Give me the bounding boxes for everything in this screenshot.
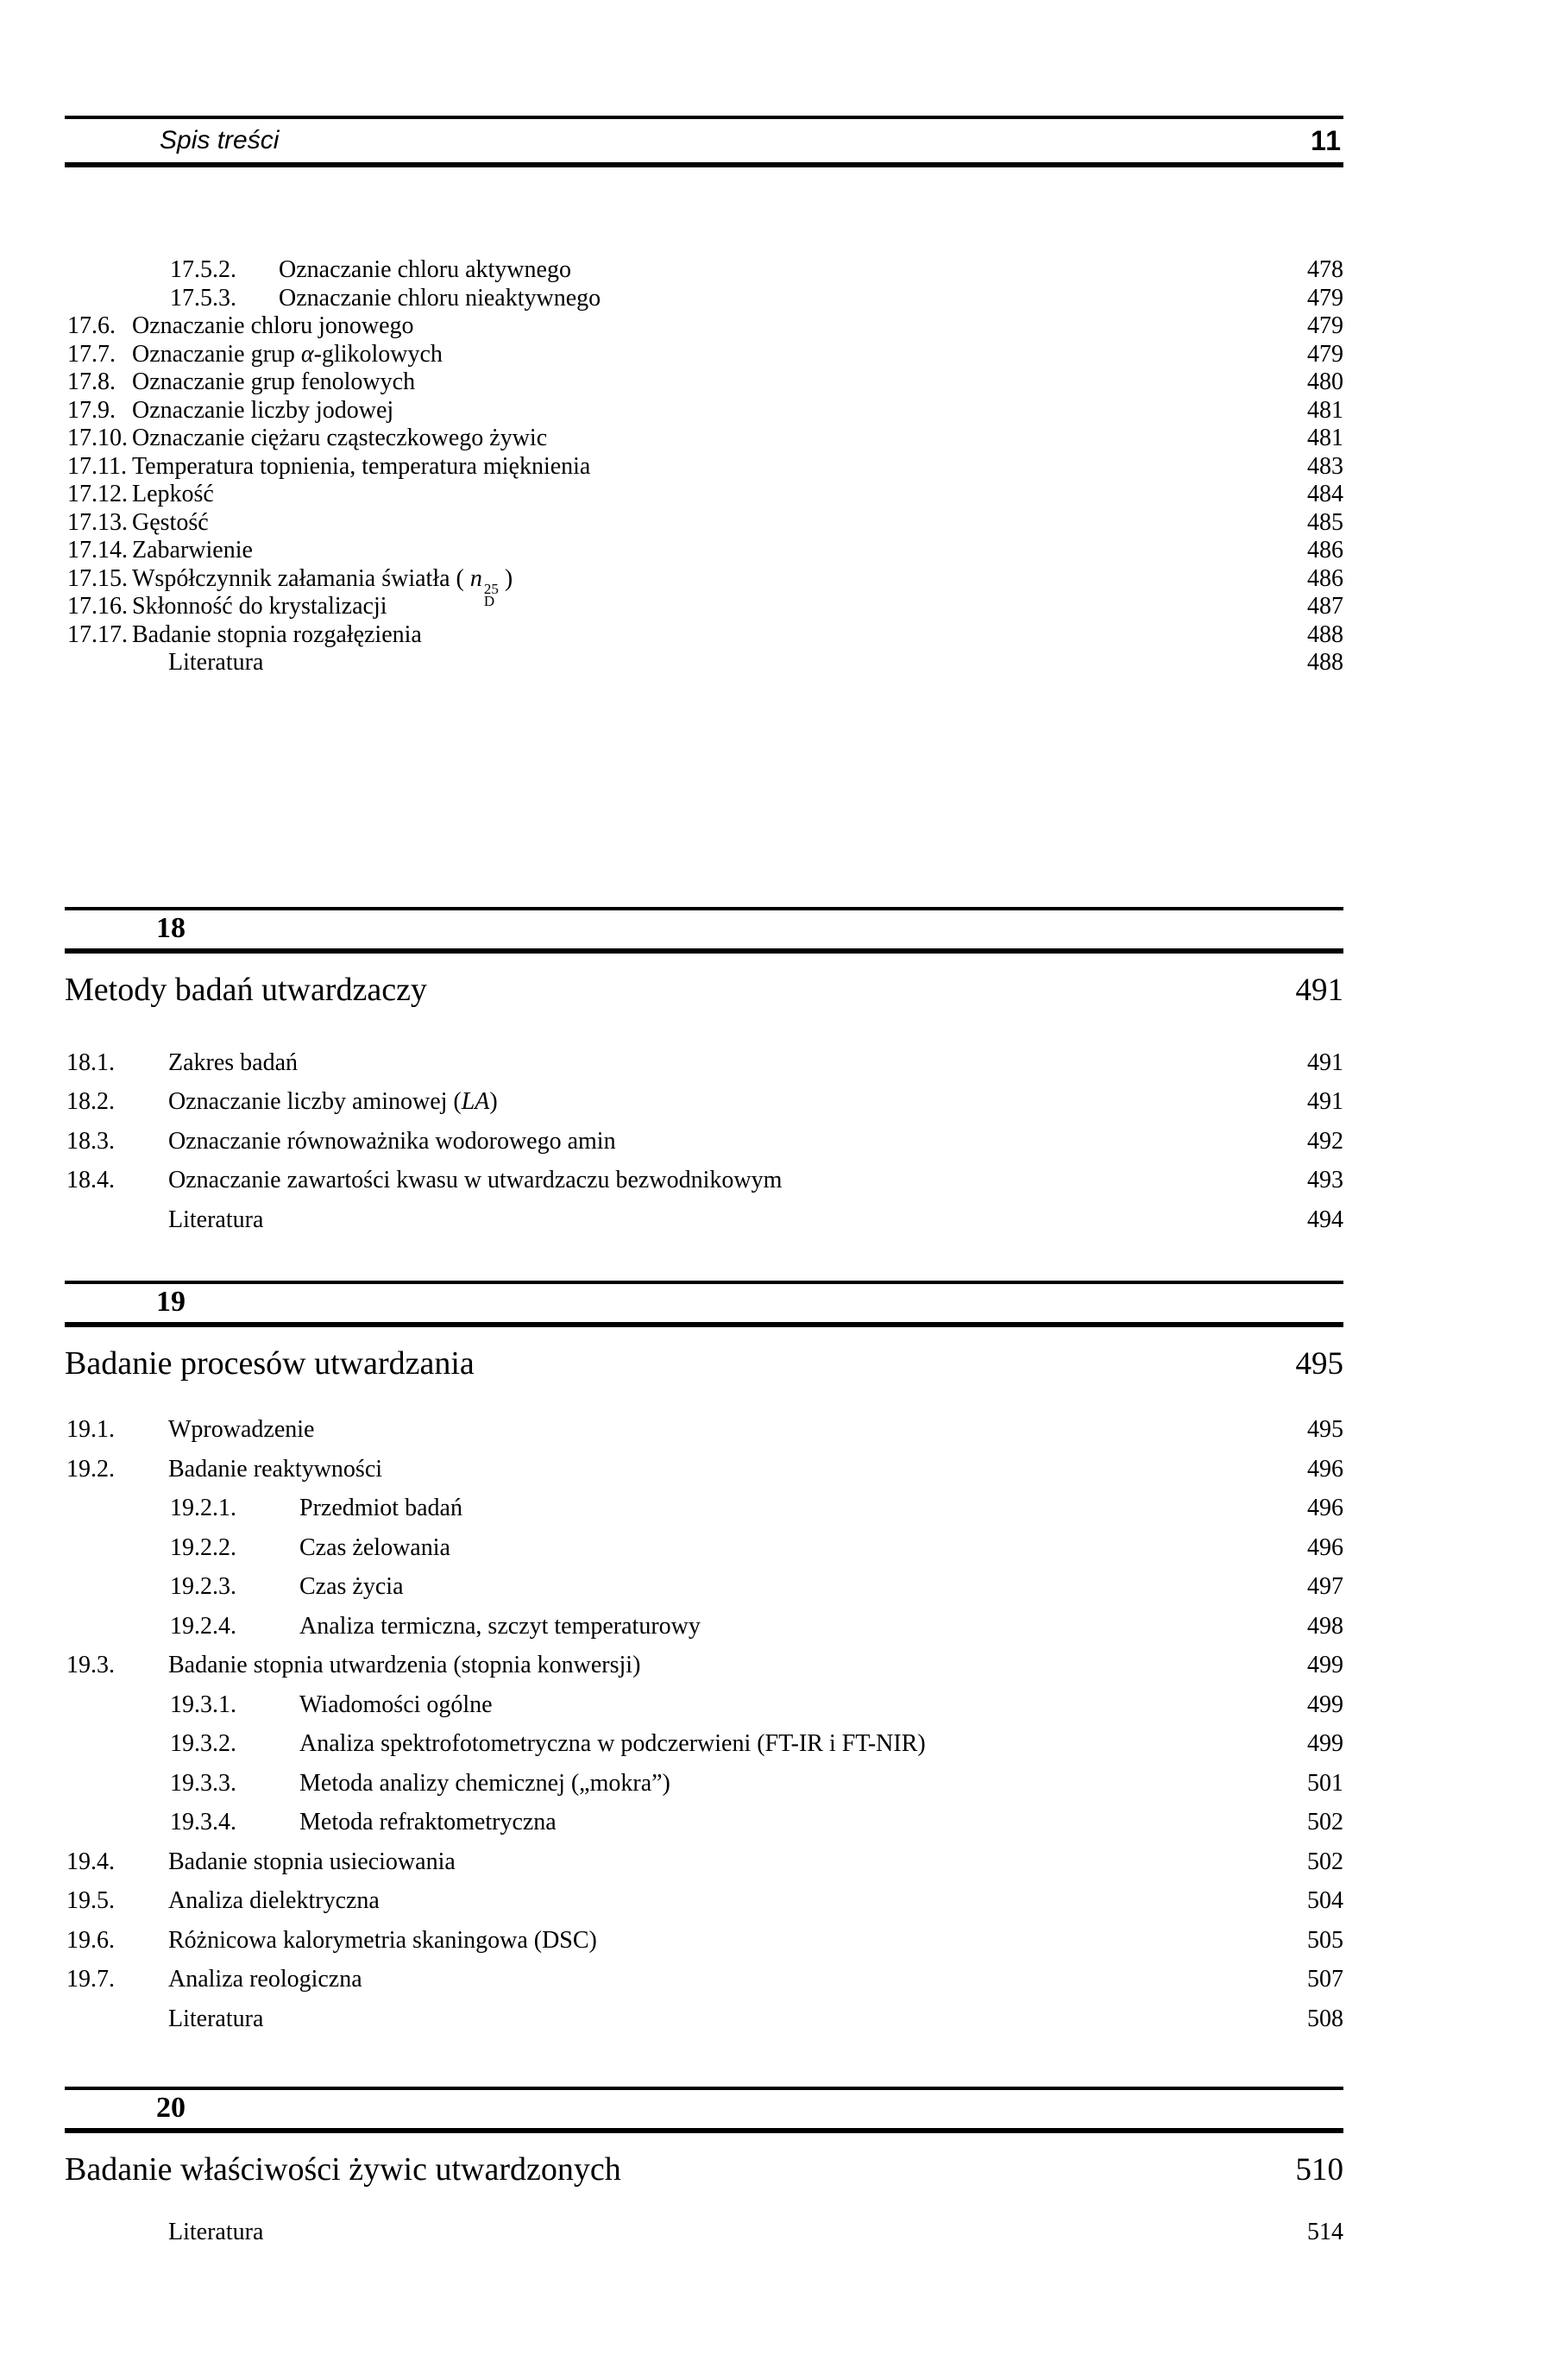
toc-entry-title: Zabarwienie xyxy=(132,537,253,564)
toc-entry-page: 497 xyxy=(1307,1573,1343,1600)
toc-entry-page: 479 xyxy=(1307,284,1343,312)
toc-row xyxy=(65,1410,1343,1450)
toc-entry-number: 17.15. xyxy=(67,564,128,592)
chapter-title-row xyxy=(65,971,1343,1009)
toc-entry-title: Oznaczanie chloru nieaktywnego xyxy=(279,284,601,312)
toc-entry-number: 19.3.1. xyxy=(170,1691,236,1718)
toc-entry-number: 17.13. xyxy=(67,508,128,536)
toc-entry-page: 493 xyxy=(1307,1167,1343,1193)
toc-row xyxy=(65,1043,1343,1083)
toc-entry-title: Literatura xyxy=(168,2005,264,2032)
toc-entry-page: 504 xyxy=(1307,1887,1343,1914)
toc-entry-page: 494 xyxy=(1307,1206,1343,1233)
toc-entry-page: 479 xyxy=(1307,340,1343,368)
toc-entry-page: 498 xyxy=(1307,1612,1343,1640)
toc-row xyxy=(65,256,1343,285)
running-head-title: Spis treści xyxy=(160,126,280,154)
toc-entry-number: 19.2.4. xyxy=(170,1612,236,1640)
toc-entry-number: 17.12. xyxy=(67,481,128,507)
toc-entry-page: 499 xyxy=(1307,1652,1343,1678)
toc-entry-number: 19.7. xyxy=(66,1966,115,1993)
chapter-page-number: 491 xyxy=(1295,972,1343,1008)
chapter-page-number: 495 xyxy=(1295,1346,1343,1382)
toc-entry-number: 19.4. xyxy=(66,1848,115,1875)
chapter-number: 18 xyxy=(156,911,186,944)
toc-entry-title: Temperatura topnienia, temperatura mięknienia xyxy=(132,452,591,480)
toc-entry-page: 479 xyxy=(1307,312,1343,339)
toc-row xyxy=(65,1200,1343,1240)
toc-entry-page: 502 xyxy=(1307,1848,1343,1875)
chapter-number: 20 xyxy=(156,2092,186,2124)
toc-entry-title: Literatura xyxy=(168,1206,264,1233)
toc-entry-page: 502 xyxy=(1307,1809,1343,1835)
toc-row xyxy=(65,1842,1343,1882)
chapter-number: 19 xyxy=(156,1286,186,1318)
toc-entry-number: 17.5.2. xyxy=(170,256,236,283)
toc-row xyxy=(65,1122,1343,1162)
toc-entry-number: 18.1. xyxy=(66,1048,115,1076)
toc-entry-page: 481 xyxy=(1307,396,1343,424)
toc-entry-page: 492 xyxy=(1307,1127,1343,1155)
toc-title-fragment: Oznaczanie liczby aminowej ( xyxy=(168,1088,462,1115)
toc-entry-page: 483 xyxy=(1307,452,1343,480)
toc-entry-title: Analiza dielektryczna xyxy=(168,1887,380,1914)
superscript: 25 xyxy=(483,580,499,597)
toc-entry-page: 514 xyxy=(1307,2219,1343,2245)
toc-title-fragment: n xyxy=(469,564,482,592)
toc-entry-number: 17.7. xyxy=(67,340,116,368)
toc-row xyxy=(65,2213,1343,2252)
toc-entry-number: 19.3. xyxy=(66,1652,115,1678)
chapter-heading xyxy=(65,907,1343,1009)
toc-row xyxy=(65,1161,1343,1200)
toc-entry-page: 499 xyxy=(1307,1691,1343,1718)
running-head-page-number: 11 xyxy=(1311,124,1342,156)
toc-row xyxy=(65,453,1343,482)
toc-entry-page: 491 xyxy=(1307,1048,1343,1076)
toc-row xyxy=(65,621,1343,650)
toc-entry-number: 17.6. xyxy=(67,312,116,339)
toc-entry-title: Skłonność do krystalizacji xyxy=(132,593,387,620)
toc-entry-title: Badanie stopnia usieciowania xyxy=(168,1848,456,1875)
toc-row xyxy=(65,1082,1343,1122)
toc-entry-number: 17.5.3. xyxy=(170,284,236,312)
toc-entry-title: Metoda analizy chemicznej („mokra”) xyxy=(299,1769,670,1797)
toc-entry-number: 17.17. xyxy=(67,620,128,648)
toc-entry-number: 19.3.4. xyxy=(170,1809,236,1835)
toc-entry-page: 491 xyxy=(1307,1088,1343,1115)
toc-entry-title: Przedmiot badań xyxy=(299,1495,462,1521)
toc-entry-page: 487 xyxy=(1307,593,1343,620)
toc-entry-title: Gęstość xyxy=(132,508,209,536)
toc-entry-number: 19.2.2. xyxy=(170,1533,236,1561)
toc-row xyxy=(65,1646,1343,1685)
toc-entry-page: 495 xyxy=(1307,1416,1343,1443)
toc-entry-title: Analiza termiczna, szczyt temperaturowy xyxy=(299,1612,701,1640)
toc-entry-title: Oznaczanie chloru aktywnego xyxy=(279,256,571,283)
toc-title-fragment: α xyxy=(300,340,314,368)
toc-entry-title xyxy=(168,1082,1249,1122)
toc-entry-title: Oznaczanie zawartości kwasu w utwardzaczu bezwodnikowym xyxy=(168,1167,783,1193)
toc-entry-number: 18.2. xyxy=(66,1088,115,1115)
toc-entry-number: 18.3. xyxy=(66,1127,115,1155)
toc-entry-page: 501 xyxy=(1307,1769,1343,1797)
toc-row xyxy=(65,537,1343,565)
toc-entry-number: 17.9. xyxy=(67,396,116,424)
toc-entry-number: 19.5. xyxy=(66,1887,115,1914)
toc-entry-number: 19.2.1. xyxy=(170,1495,236,1521)
toc-entry-title: Zakres badań xyxy=(168,1048,299,1076)
chapter-page-number: 510 xyxy=(1295,2152,1343,2188)
toc-row xyxy=(65,1724,1343,1764)
toc-row xyxy=(65,312,1343,341)
table-of-contents xyxy=(65,256,1343,2252)
toc-entry-number: 18.4. xyxy=(66,1167,115,1193)
toc-entry-page: 507 xyxy=(1307,1966,1343,1993)
toc-row xyxy=(65,341,1343,369)
chapter-title: Badanie procesów utwardzania xyxy=(65,1345,475,1382)
toc-entry-title: Oznaczanie równoważnika wodorowego amin xyxy=(168,1127,616,1155)
toc-entry-number: 17.16. xyxy=(67,593,128,620)
toc-entry-page: 480 xyxy=(1307,368,1343,395)
toc-entry-title: Badanie reaktywności xyxy=(168,1455,383,1483)
toc-title-fragment: Współczynnik załamania światła ( xyxy=(132,564,470,592)
toc-row xyxy=(65,1803,1343,1842)
toc-entry-page: 496 xyxy=(1307,1455,1343,1483)
toc-row xyxy=(65,368,1343,397)
toc-entry-page: 481 xyxy=(1307,425,1343,451)
chapter-title: Badanie właściwości żywic utwardzonych xyxy=(65,2151,621,2188)
toc-entry-title: Badanie stopnia rozgałęzienia xyxy=(132,620,422,648)
toc-entry-title: Metoda refraktometryczna xyxy=(299,1809,557,1835)
toc-row xyxy=(65,425,1343,453)
toc-row xyxy=(65,1450,1343,1489)
toc-entry-page: 478 xyxy=(1307,256,1343,283)
toc-entry-number: 17.10. xyxy=(67,425,128,451)
chapter-title-row xyxy=(65,1344,1343,1382)
toc-title-fragment: Oznaczanie grup xyxy=(132,340,301,368)
toc-row xyxy=(65,1489,1343,1528)
toc-entry-title: Analiza reologiczna xyxy=(168,1966,362,1993)
toc-entry-page: 486 xyxy=(1307,564,1343,592)
toc-entry-title xyxy=(132,341,1249,369)
toc-entry-number: 19.1. xyxy=(66,1416,115,1443)
toc-entry-number: 19.2. xyxy=(66,1455,115,1483)
toc-row xyxy=(65,593,1343,621)
toc-title-fragment: LA xyxy=(461,1088,490,1115)
toc-entry-title: Literatura xyxy=(168,2219,264,2245)
chapter-number-bar xyxy=(65,2087,1343,2133)
toc-entry-page: 496 xyxy=(1307,1533,1343,1561)
toc-row xyxy=(65,509,1343,538)
toc-entry-title: Czas żelowania xyxy=(299,1533,450,1561)
toc-entry-title: Badanie stopnia utwardzenia (stopnia konwersji) xyxy=(168,1652,641,1678)
toc-entry-block xyxy=(65,1043,1343,1240)
toc-row xyxy=(65,1921,1343,1961)
toc-entry-page: 485 xyxy=(1307,508,1343,536)
toc-entry-page: 488 xyxy=(1307,649,1343,676)
page-content xyxy=(65,116,1343,2252)
toc-entry-number: 17.11. xyxy=(67,452,127,480)
toc-entry-number: 19.6. xyxy=(66,1926,115,1954)
toc-row xyxy=(65,285,1343,313)
toc-entry-page: 499 xyxy=(1307,1730,1343,1757)
toc-row xyxy=(65,649,1343,677)
toc-row xyxy=(65,1764,1343,1804)
subscript: D xyxy=(483,592,495,609)
toc-title-fragment: ) xyxy=(498,564,513,592)
toc-entry-page: 488 xyxy=(1307,620,1343,648)
toc-entry-number: 19.3.3. xyxy=(170,1769,236,1797)
toc-entry-title: Oznaczanie ciężaru cząsteczkowego żywic xyxy=(132,425,548,451)
toc-entry-page: 486 xyxy=(1307,537,1343,564)
chapter-title: Metody badań utwardzaczy xyxy=(65,971,427,1008)
toc-entry-title: Analiza spektrofotometryczna w podczerwieni (FT-IR i FT-NIR) xyxy=(299,1730,926,1757)
toc-entry-page: 508 xyxy=(1307,2005,1343,2032)
toc-entry-number: 19.3.2. xyxy=(170,1730,236,1757)
toc-entry-page: 484 xyxy=(1307,481,1343,507)
toc-row xyxy=(65,397,1343,425)
toc-entry-number: 17.8. xyxy=(67,368,116,395)
toc-entry-page: 496 xyxy=(1307,1495,1343,1521)
toc-entry-block xyxy=(65,2213,1343,2252)
toc-title-fragment: -glikolowych xyxy=(313,340,443,368)
chapter-heading xyxy=(65,1281,1343,1382)
toc-row xyxy=(65,481,1343,509)
chapter-number-bar xyxy=(65,1281,1343,1327)
chapter-number-bar xyxy=(65,907,1343,954)
toc-row xyxy=(65,1999,1343,2039)
toc-entry-title: Wprowadzenie xyxy=(168,1416,315,1443)
toc-entry-title: Oznaczanie grup fenolowych xyxy=(132,368,416,395)
toc-row xyxy=(65,1685,1343,1725)
toc-entry-page: 505 xyxy=(1307,1926,1343,1954)
toc-row xyxy=(65,1960,1343,1999)
toc-row xyxy=(65,1607,1343,1646)
toc-row xyxy=(65,1567,1343,1607)
chapter-title-row xyxy=(65,2150,1343,2188)
toc-title-fragment: ) xyxy=(489,1088,498,1115)
toc-entry-title: Oznaczanie chloru jonowego xyxy=(132,312,414,339)
toc-entry-title: Wiadomości ogólne xyxy=(299,1691,493,1718)
toc-entry-title: Lepkość xyxy=(132,481,214,507)
toc-row xyxy=(65,1528,1343,1568)
toc-entry-block xyxy=(65,256,1343,677)
toc-row xyxy=(65,1881,1343,1921)
toc-entry-block xyxy=(65,1410,1343,2038)
running-head xyxy=(65,116,1343,167)
toc-entry-title: Różnicowa kalorymetria skaningowa (DSC) xyxy=(168,1926,597,1954)
chapter-heading xyxy=(65,2087,1343,2188)
toc-entry-number: 19.2.3. xyxy=(170,1573,236,1600)
toc-entry-title: Oznaczanie liczby jodowej xyxy=(132,396,394,424)
toc-entry-number: 17.14. xyxy=(67,537,128,564)
toc-entry-title: Czas życia xyxy=(299,1573,404,1600)
toc-entry-title: Literatura xyxy=(168,649,264,676)
